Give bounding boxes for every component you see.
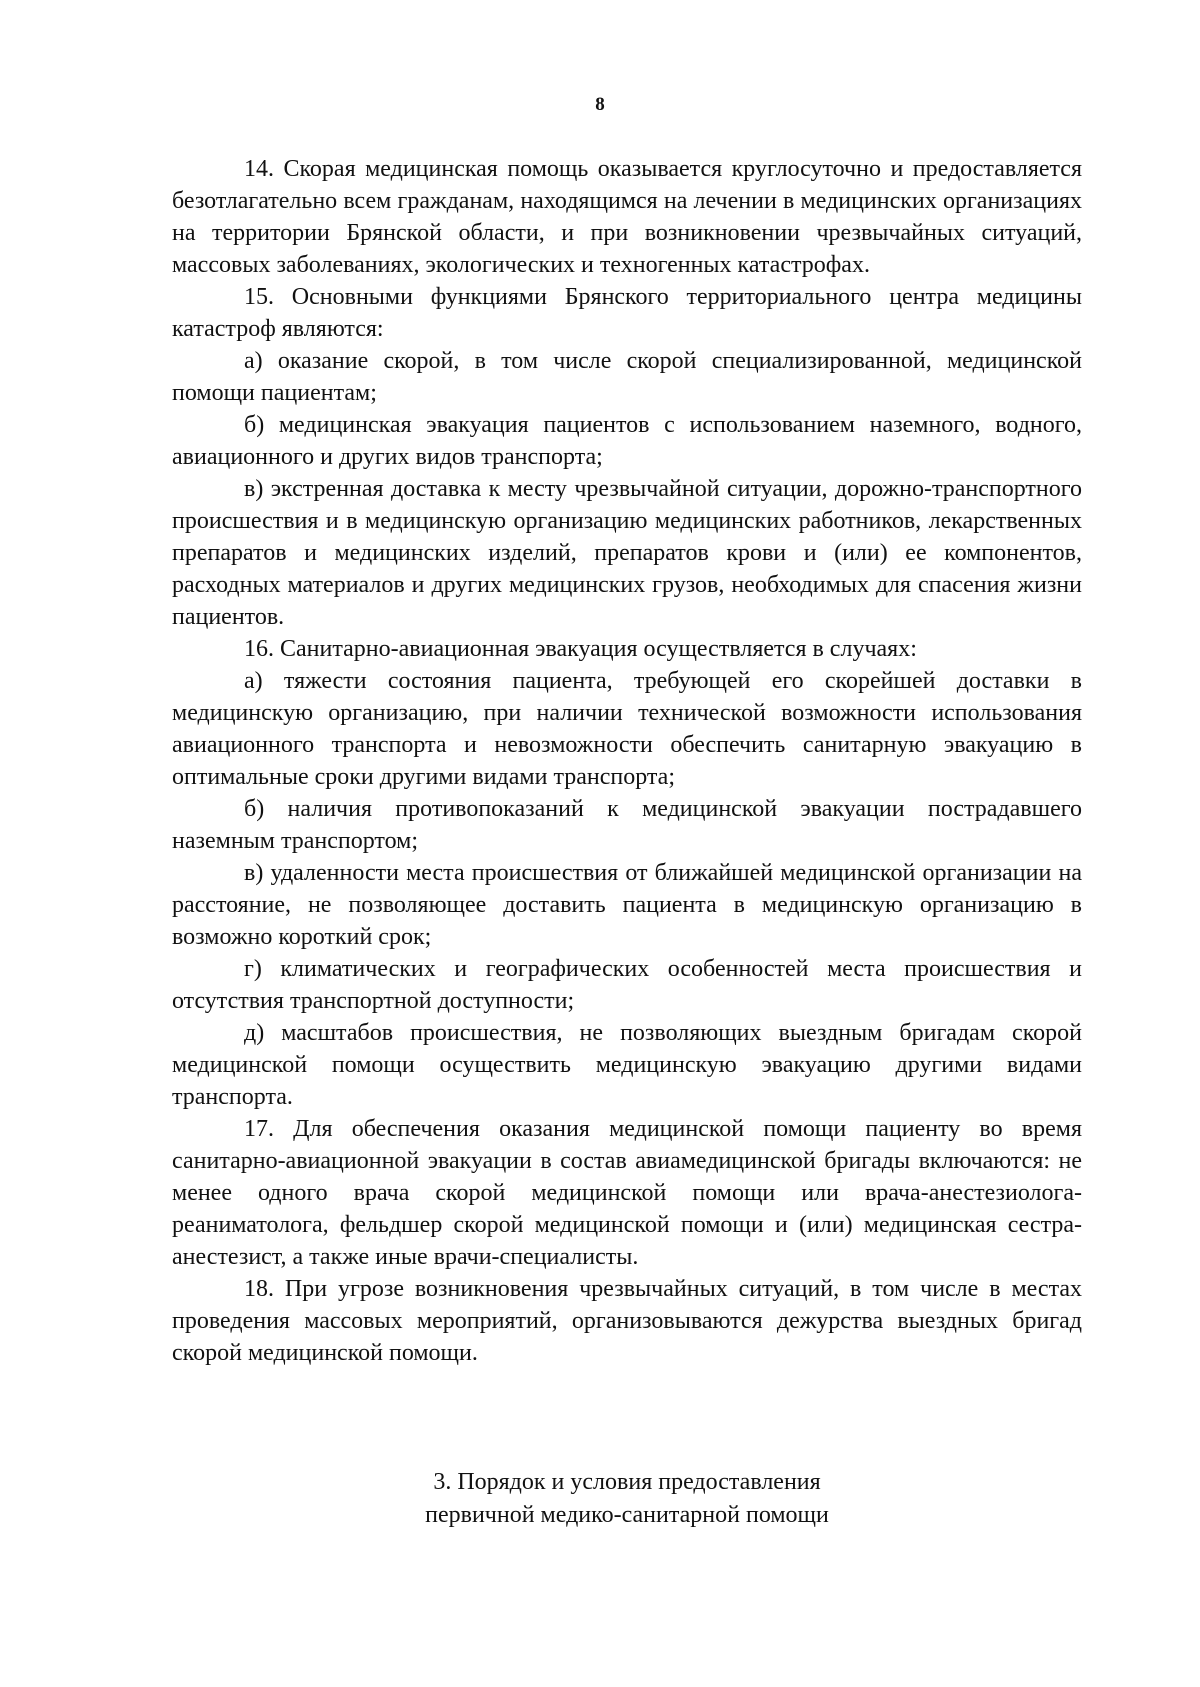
paragraph-15-v: в) экстренная доставка к месту чрезвычайной ситуации, дорожно-транспортного происшествия и в медицинскую организацию медицинских работников, лекарственных препаратов и медицинских изделий, препаратов крови и (или) ее компонентов, расходных материалов и других медицинских грузов, необходимых для спасения жизни пациентов. (172, 476, 1082, 630)
paragraph-16-a: а) тяжести состояния пациента, требующей его скорейшей доставки в медицинскую организацию, при наличии технической возможности использования авиационного транспорта и невозможности обеспечить санитарную эвакуацию в оптимальные сроки другими видами транспорта; (172, 668, 1082, 790)
paragraph-16-v: в) удаленности места происшествия от ближайшей медицинской организации на расстояние, не позволяющее доставить пациента в медицинскую организацию в возможно короткий срок; (172, 860, 1082, 950)
paragraph-15-b: б) медицинская эвакуация пациентов с использованием наземного, водного, авиационного и других видов транспорта; (172, 412, 1082, 470)
paragraph-17: 17. Для обеспечения оказания медицинской помощи пациенту во время санитарно-авиационной эвакуации в состав авиамедицинской бригады включаются: не менее одного врача скорой медицинской помощи или врача-анестезиолога-реаниматолога, фельдшер скорой медицинской помощи и (или) медицинская сестра-анестезист, а также иные врачи-специалисты. (172, 1116, 1082, 1270)
paragraph-15: 15. Основными функциями Брянского территориального центра медицины катастроф являются: (172, 284, 1082, 342)
paragraph-14: 14. Скорая медицинская помощь оказывается круглосуточно и предоставляется безотлагательно всем гражданам, находящимся на лечении в медицинских организациях на территории Брянской области, и при возникновении чрезвычайных ситуаций, массовых заболеваниях, экологических и техногенных катастрофах. (172, 156, 1082, 278)
paragraph-18: 18. При угрозе возникновения чрезвычайных ситуаций, в том числе в местах проведения массовых мероприятий, организовываются дежурства выездных бригад скорой медицинской помощи. (172, 1276, 1082, 1366)
section-heading-line-2: первичной медико-санитарной помощи (425, 1502, 829, 1528)
document-body (172, 153, 1082, 1369)
paragraph-16-b: б) наличия противопоказаний к медицинской эвакуации пострадавшего наземным транспортом; (172, 796, 1082, 854)
paragraph-16: 16. Санитарно-авиационная эвакуация осуществляется в случаях: (244, 636, 917, 662)
paragraph-16-d: д) масштабов происшествия, не позволяющих выездным бригадам скорой медицинской помощи осуществить медицинскую эвакуацию другими видами транспорта. (172, 1020, 1082, 1110)
page-number: 8 (595, 94, 605, 115)
section-heading (172, 1466, 1082, 1532)
paragraph-15-a: а) оказание скорой, в том числе скорой специализированной, медицинской помощи пациентам; (172, 348, 1082, 406)
section-heading-line-1: 3. Порядок и условия предоставления (433, 1469, 821, 1495)
paragraph-16-g: г) климатических и географических особенностей места происшествия и отсутствия транспортной доступности; (172, 956, 1082, 1014)
